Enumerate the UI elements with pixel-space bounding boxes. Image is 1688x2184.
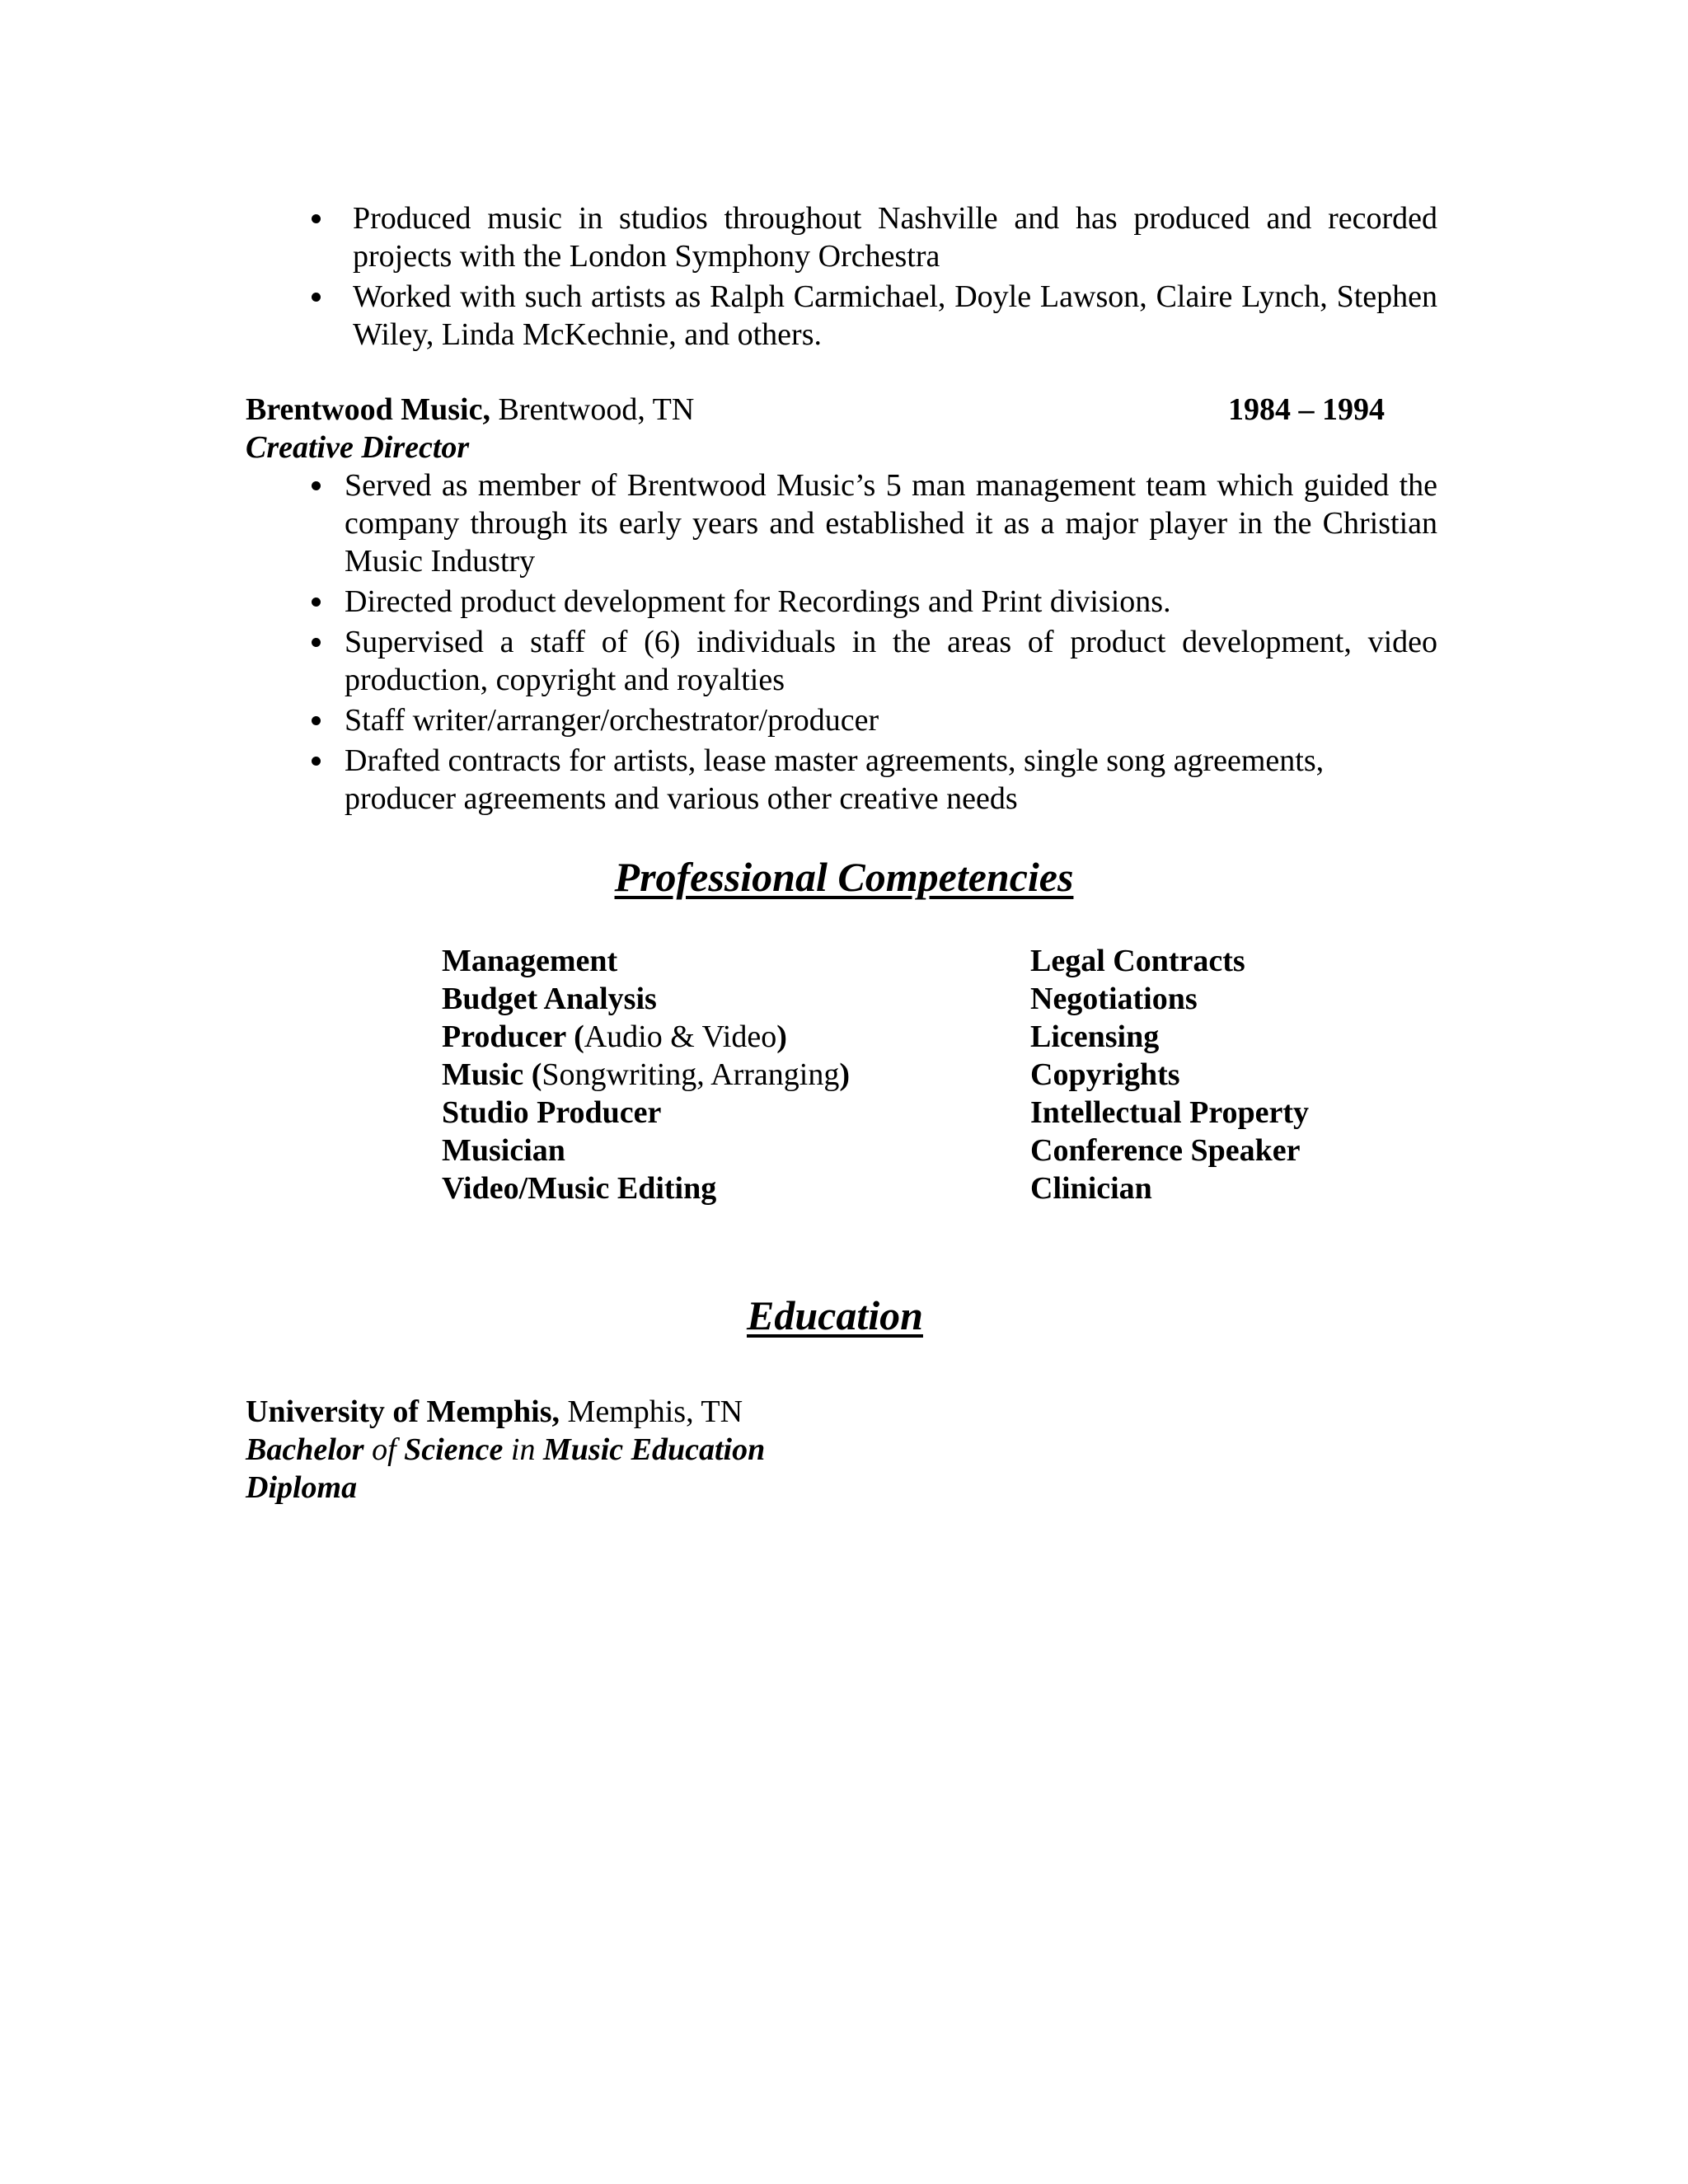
bullet-icon bbox=[312, 598, 321, 607]
competency-item: Legal Contracts bbox=[1030, 944, 1245, 978]
competency-item: Copyrights bbox=[1030, 1057, 1180, 1092]
degree-line: Bachelor of Science in Music Education bbox=[246, 1432, 766, 1467]
competency-item: Musician bbox=[442, 1133, 565, 1168]
bullet-icon bbox=[312, 638, 321, 647]
competencies-heading: Professional Competencies bbox=[614, 854, 1074, 900]
job-dates: 1984 – 1994 bbox=[1228, 392, 1385, 427]
competency-item: Budget Analysis bbox=[442, 982, 657, 1016]
competencies-right-column bbox=[1030, 942, 1309, 1207]
competency-item: Intellectual Property bbox=[1030, 1095, 1310, 1130]
competency-item: Producer (Audio & Video) bbox=[442, 1019, 787, 1054]
education-entry bbox=[246, 1393, 765, 1507]
bullet-item: Supervised a staff of (6) individuals in the areas of product development, video production, copyright and royalties bbox=[345, 623, 1437, 699]
bullet-icon bbox=[312, 481, 321, 490]
bullet-icon bbox=[312, 293, 321, 302]
employer-location: Brentwood, TN bbox=[490, 392, 695, 427]
bullet-icon bbox=[312, 716, 321, 725]
bullet-item: Staff writer/arranger/orchestrator/producer bbox=[345, 701, 1437, 739]
school-line bbox=[246, 1393, 765, 1431]
experience-continued-bullets bbox=[353, 199, 1437, 356]
school-location: Memphis, TN bbox=[560, 1394, 743, 1429]
job-title: Creative Director bbox=[246, 430, 470, 465]
education-heading: Education bbox=[747, 1292, 923, 1338]
competency-item: Licensing bbox=[1030, 1019, 1160, 1054]
school-name: University of Memphis, bbox=[246, 1394, 560, 1429]
job-bullets bbox=[345, 466, 1437, 820]
bullet-icon bbox=[312, 757, 321, 766]
bullet-item: Worked with such artists as Ralph Carmichael, Doyle Lawson, Claire Lynch, Stephen Wiley, Linda McKechnie, and others. bbox=[353, 278, 1437, 354]
competency-item: Video/Music Editing bbox=[442, 1171, 717, 1206]
diploma-line: Diploma bbox=[246, 1470, 358, 1505]
competency-item: Music (Songwriting, Arranging) bbox=[442, 1057, 851, 1092]
bullet-item: Drafted contracts for artists, lease master agreements, single song agreements, producer agreements and various other creative needs bbox=[345, 742, 1437, 818]
competency-item: Studio Producer bbox=[442, 1095, 662, 1130]
bullet-item: Produced music in studios throughout Nashville and has produced and recorded projects with the London Symphony Orchestra bbox=[353, 199, 1437, 275]
bullet-item: Served as member of Brentwood Music’s 5 man management team which guided the company through its early years and established it as a major player in the Christian Music Industry bbox=[345, 466, 1437, 580]
competency-item: Negotiations bbox=[1030, 982, 1198, 1016]
bullet-item: Directed product development for Recordings and Print divisions. bbox=[345, 583, 1437, 621]
competency-item: Management bbox=[442, 944, 618, 978]
bullet-icon bbox=[312, 214, 321, 223]
competency-item: Conference Speaker bbox=[1030, 1133, 1301, 1168]
competencies-left-column bbox=[442, 942, 850, 1207]
employer-name: Brentwood Music, bbox=[246, 392, 490, 427]
competency-item: Clinician bbox=[1030, 1171, 1152, 1206]
job-header bbox=[246, 391, 1400, 429]
